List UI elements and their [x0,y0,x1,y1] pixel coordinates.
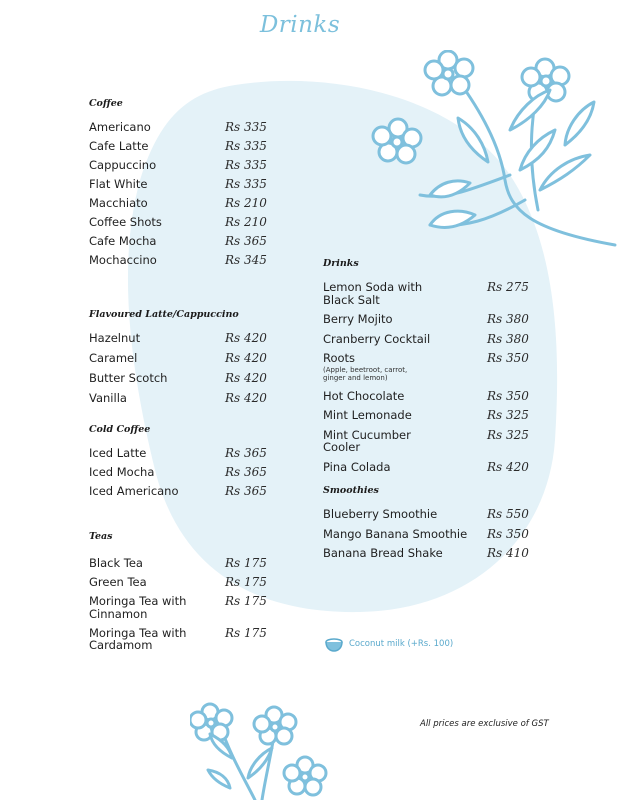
menu-item-price: Rs 325 [487,408,529,422]
menu-item-price: Rs 325 [487,427,529,442]
menu-item [323,390,563,403]
menu-item-price: Rs 410 [487,546,529,560]
floral-decoration-top-icon [360,50,638,260]
menu-item-price: Rs 365 [225,446,267,460]
menu-item [89,332,309,345]
menu-item-price: Rs 420 [487,459,529,474]
menu-item-name: Blueberry Smoothie [323,507,438,521]
menu-item-price: Rs 335 [225,120,267,134]
menu-item-price: Rs 380 [487,312,529,326]
menu-item-price: Rs 350 [487,388,529,403]
menu-item [89,254,309,267]
menu-item-price: Rs 420 [225,351,267,365]
menu-item-name: Black Tea [89,556,143,570]
menu-item-name: Banana Bread Shake [323,546,443,560]
coconut-bowl-icon [324,636,344,652]
menu-item [89,235,309,248]
section-heading-coffee: Coffee [89,98,123,109]
menu-item-price: Rs 275 [487,280,529,294]
menu-item-name: Mochaccino [89,253,157,267]
drinks-list [323,281,563,473]
menu-item [323,547,563,560]
menu-item [323,528,563,541]
menu-item [323,313,563,326]
section-heading-smoothies: Smoothies [323,485,379,496]
menu-item-name: Green Tea [89,575,147,589]
menu-item-name: Butter Scotch [89,371,168,385]
menu-item-price: Rs 420 [225,391,267,405]
smoothies-section [323,485,563,567]
menu-item-name: Mint Lemonade [323,408,412,422]
menu-item-price: Rs 175 [225,625,267,640]
coconut-milk-note [324,636,453,652]
menu-item [89,392,309,405]
menu-item-name: Cranberry Cocktail [323,331,431,346]
menu-item-price: Rs 350 [487,526,529,541]
menu-item-name: Cafe Latte [89,139,149,153]
flavoured-section [89,309,309,412]
menu-item-name: Cafe Mocha [89,234,157,248]
drinks-section [323,258,563,480]
flavoured-list [89,332,309,405]
smoothies-list [323,508,563,560]
menu-item [89,576,309,589]
menu-item-name: Pina Colada [323,459,391,474]
menu-item-name: Hot Chocolate [323,388,405,403]
menu-item-note: (Apple, beetroot, carrot, ginger and lemon) [323,365,408,382]
section-heading-drinks: Drinks [323,258,359,269]
menu-item [89,627,309,652]
menu-item-name: Macchiato [89,196,148,210]
menu-item-price: Rs 350 [487,351,529,365]
menu-item [89,216,309,229]
menu-item-price: Rs 335 [225,158,267,172]
menu-item [323,429,563,454]
floral-decoration-bottom-icon [190,700,340,800]
menu-item-name: Mango Banana Smoothie [323,526,468,541]
menu-item-name: Coffee Shots [89,215,162,229]
coffee-list [89,121,309,267]
menu-item [323,508,563,521]
menu-item-price: Rs 345 [225,253,267,267]
menu-item-price: Rs 420 [225,331,267,345]
menu-item-price: Rs 210 [225,215,267,229]
menu-item-name: Iced Latte [89,446,147,460]
menu-item-price: Rs 365 [225,465,267,479]
coconut-milk-label: Coconut milk (+Rs. 100) [349,639,454,649]
menu-item [89,140,309,153]
menu-item [89,159,309,172]
menu-item-price: Rs 420 [225,371,267,385]
cold-coffee-section [89,424,309,504]
menu-item-name: Lemon Soda with Black Salt [323,280,423,307]
menu-item-name: Hazelnut [89,331,141,345]
menu-item-price: Rs 365 [225,234,267,248]
menu-item-price: Rs 335 [225,139,267,153]
teas-list [89,557,309,652]
menu-item-price: Rs 380 [487,331,529,346]
menu-item-name: Moringa Tea with Cinnamon [89,594,187,621]
menu-item-price: Rs 365 [225,484,267,498]
page-title: Drinks [259,12,341,38]
menu-item-price: Rs 175 [225,575,267,589]
menu-item [323,352,563,383]
menu-item [89,466,309,479]
menu-item [89,197,309,210]
menu-item [89,121,309,134]
menu-item-name: Berry Mojito [323,312,393,326]
menu-item-name: Caramel [89,351,138,365]
menu-item [89,372,309,385]
menu-item [323,461,563,474]
menu-item-name: Roots [323,351,356,365]
section-heading-cold-coffee: Cold Coffee [89,424,151,435]
menu-item-name: Iced Americano [89,484,179,498]
menu-item [323,409,563,422]
menu-item-price: Rs 175 [225,556,267,570]
menu-item-name: Flat White [89,177,148,191]
coffee-section [89,98,309,273]
section-heading-flavoured: Flavoured Latte/Cappuccino [89,309,239,320]
menu-item-name: Moringa Tea with Cardamom [89,625,187,652]
menu-item-price: Rs 175 [225,594,267,608]
menu-item-name: Cappuccino [89,158,157,172]
menu-item [89,352,309,365]
menu-item-price: Rs 550 [487,507,529,521]
menu-item [89,595,309,620]
menu-item [89,557,309,570]
gst-note: All prices are exclusive of GST [420,719,549,729]
menu-item [89,485,309,498]
cold-coffee-list [89,447,309,498]
section-heading-teas: Teas [89,531,113,542]
menu-item-name: Vanilla [89,391,127,405]
menu-item-price: Rs 335 [225,177,267,191]
menu-item [89,178,309,191]
menu-item-price: Rs 210 [225,196,267,210]
menu-item [323,333,563,346]
teas-section [89,531,309,658]
menu-item-name: Iced Mocha [89,465,155,479]
menu-item-name: Mint Cucumber Cooler [323,427,411,454]
menu-item [323,281,563,306]
menu-item-name: Americano [89,120,151,134]
menu-item [89,447,309,460]
